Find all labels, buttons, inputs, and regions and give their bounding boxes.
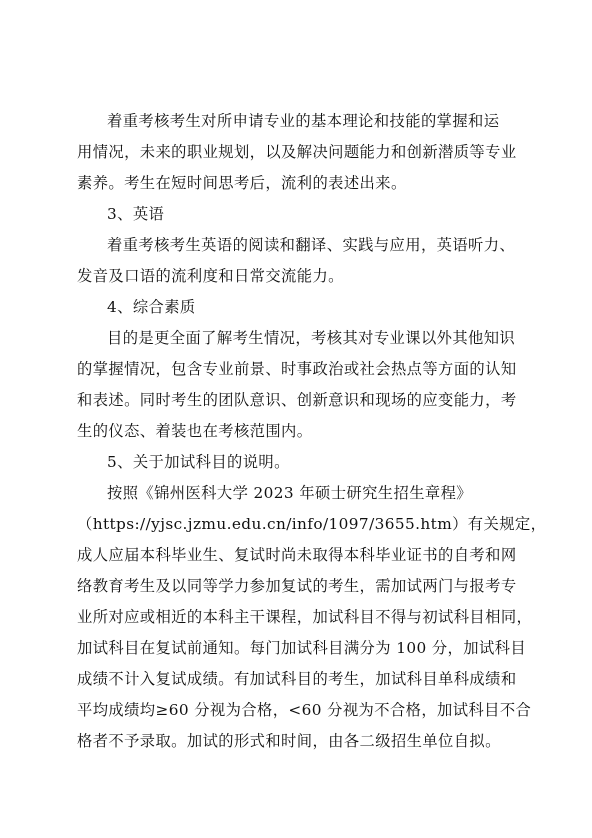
paragraph-line: 成绩不计入复试成绩。有加试科目的考生，加试科目单科成绩和 [77,670,517,688]
paragraph-line: 成人应届本科毕业生、复试时尚未取得本科毕业证书的自考和网 [77,546,517,564]
paragraph-line: 按照《锦州医科大学 2023 年硕士研究生招生章程》 [107,484,472,502]
section-heading-english: 3、英语 [107,205,165,223]
paragraph-line: 格者不予录取。加试的形式和时间，由各二级招生单位自拟。 [77,732,501,750]
paragraph-line: 的掌握情况，包含专业前景、时事政治或社会热点等方面的认知 [77,360,517,378]
paragraph-line: 平均成绩均≥60 分视为合格，<60 分视为不合格，加试科目不合 [77,701,532,719]
paragraph-line: 加试科目在复试前通知。每门加试科目满分为 100 分，加试科目 [77,639,527,657]
paragraph-line-url: （https://yjsc.jzmu.edu.cn/info/1097/3655.htm）有关规定， [77,515,547,533]
paragraph-line: 络教育考生及以同等学力参加复试的考生，需加试两门与报考专 [77,577,517,595]
paragraph-line: 用情况，未来的职业规划，以及解决问题能力和创新潜质等专业 [77,143,517,161]
paragraph-line: 目的是更全面了解考生情况，考核其对专业课以外其他知识 [107,329,516,347]
paragraph-line: 素养。考生在短时间思考后，流利的表述出来。 [77,174,407,192]
paragraph-line: 发音及口语的流利度和日常交流能力。 [77,267,344,285]
paragraph-line: 和表述。同时考生的团队意识、创新意识和现场的应变能力，考 [77,391,517,409]
paragraph-line: 着重考核考生英语的阅读和翻译、实践与应用，英语听力、 [107,236,516,254]
paragraph-line: 生的仪态、着装也在考核范围内。 [77,422,313,440]
paragraph-line: 业所对应或相近的本科主干课程，加试科目不得与初试科目相同， [77,608,533,626]
section-heading-additional-subjects: 5、关于加试科目的说明。 [107,453,290,471]
section-heading-overall-quality: 4、综合素质 [107,298,196,316]
paragraph-line: 着重考核考生对所申请专业的基本理论和技能的掌握和运 [107,112,500,130]
